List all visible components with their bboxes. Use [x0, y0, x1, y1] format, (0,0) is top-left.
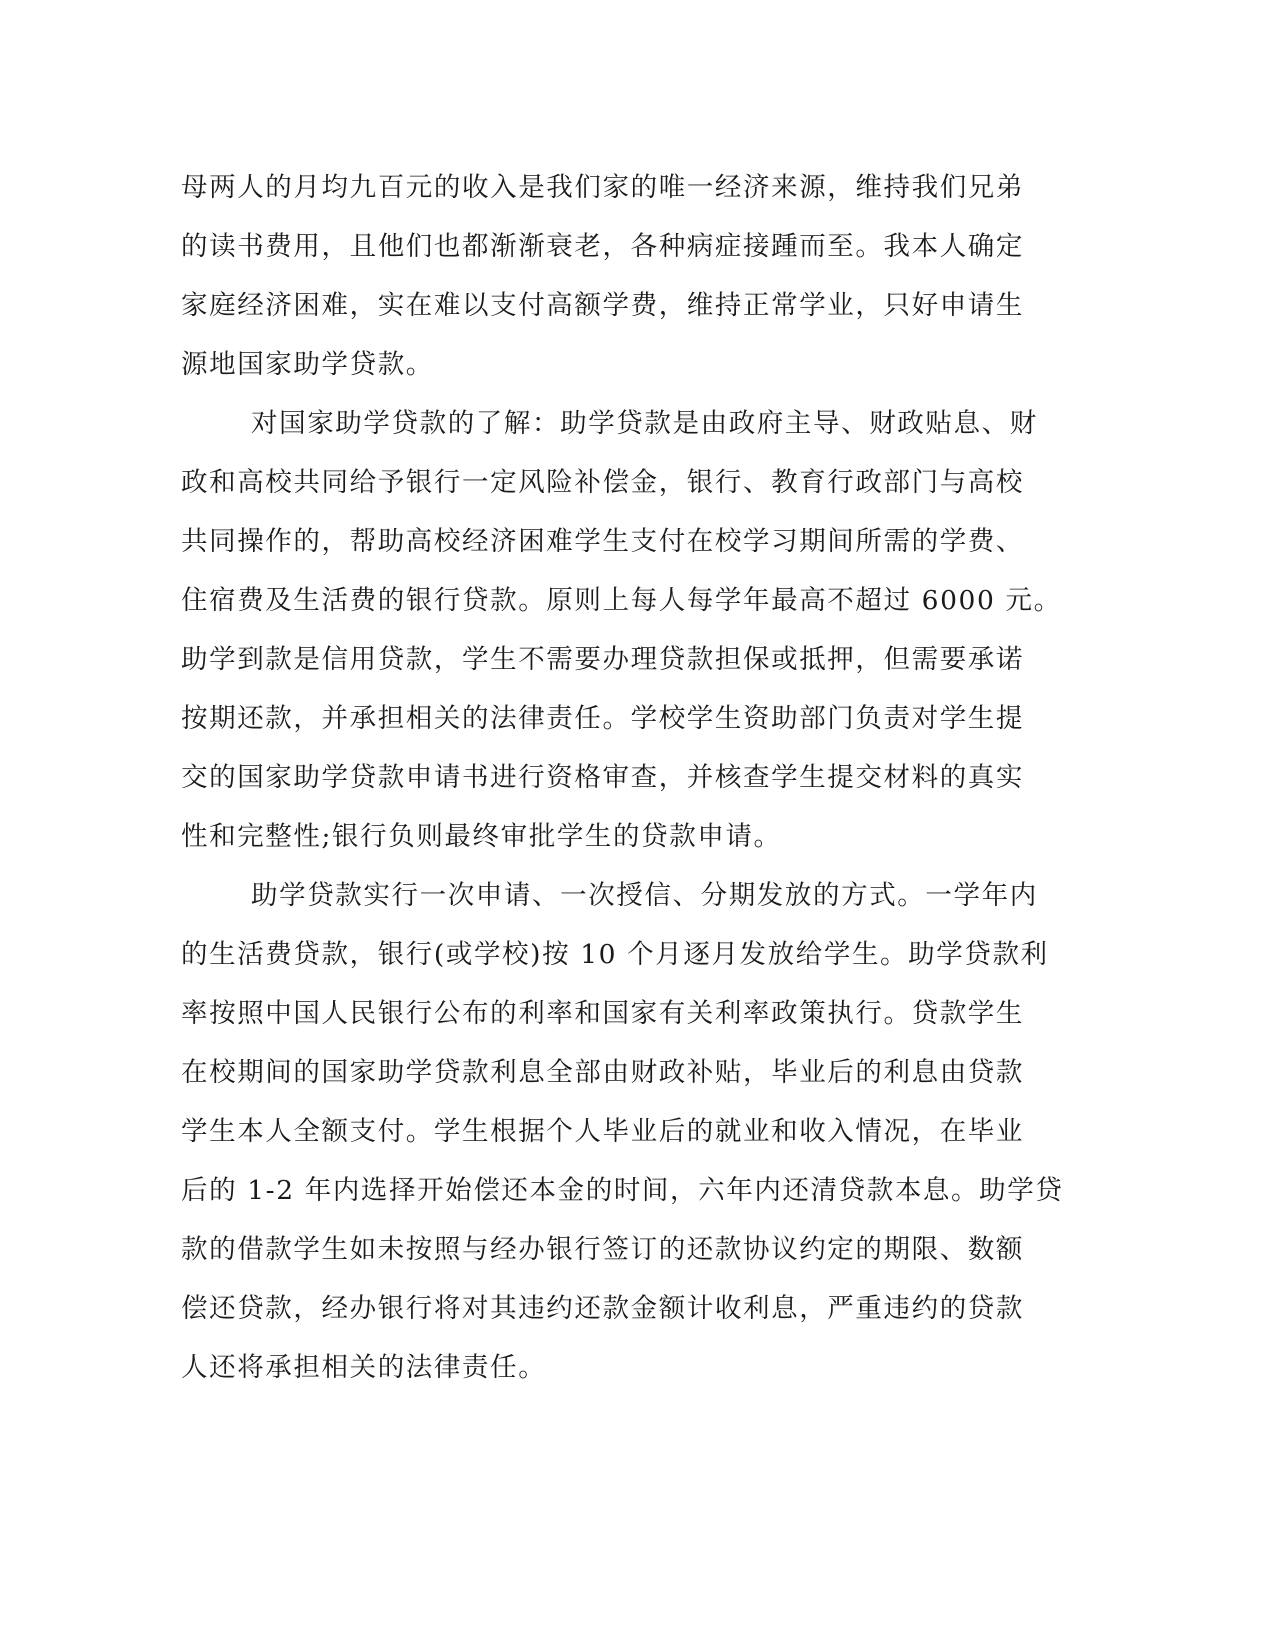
text-line: 源地国家助学贷款。: [181, 349, 434, 380]
text-line: 交的国家助学贷款申请书进行资格审查，并核查学生提交材料的真实: [181, 762, 1024, 793]
text-line: 政和高校共同给予银行一定风险补偿金，银行、教育行政部门与高校: [181, 467, 1024, 498]
text-line: 在校期间的国家助学贷款利息全部由财政补贴，毕业后的利息由贷款: [181, 1057, 1024, 1088]
document-body: [181, 158, 1081, 1397]
text-line: 偿还贷款，经办银行将对其违约还款金额计收利息，严重违约的贷款: [181, 1293, 1024, 1324]
text-line: 率按照中国人民银行公布的利率和国家有关利率政策执行。贷款学生: [181, 998, 1024, 1029]
text-line: 按期还款，并承担相关的法律责任。学校学生资助部门负责对学生提: [181, 703, 1024, 734]
text-line: 母两人的月均九百元的收入是我们家的唯一经济来源，维持我们兄弟: [181, 172, 1024, 203]
text-line: 共同操作的，帮助高校经济困难学生支付在校学习期间所需的学费、: [181, 526, 1024, 557]
text-line: 性和完整性;银行负则最终审批学生的贷款申请。: [181, 821, 782, 852]
text-line: 款的借款学生如未按照与经办银行签订的还款协议约定的期限、数额: [181, 1234, 1024, 1265]
text-line: 人还将承担相关的法律责任。: [181, 1352, 547, 1383]
text-line: 后的 1-2 年内选择开始偿还本金的时间，六年内还清贷款本息。助学贷: [181, 1175, 1064, 1206]
text-line: 助学贷款实行一次申请、一次授信、分期发放的方式。一学年内: [251, 880, 1038, 911]
text-line: 的读书费用，且他们也都渐渐衰老，各种病症接踵而至。我本人确定: [181, 231, 1024, 262]
text-line: 助学到款是信用贷款，学生不需要办理贷款担保或抵押，但需要承诺: [181, 644, 1024, 675]
text-line: 学生本人全额支付。学生根据个人毕业后的就业和收入情况，在毕业: [181, 1116, 1024, 1147]
text-line: 家庭经济困难，实在难以支付高额学费，维持正常学业，只好申请生: [181, 290, 1024, 321]
paragraph-loan-understanding: [181, 394, 1081, 866]
paragraph-loan-terms: [181, 866, 1081, 1397]
text-line: 住宿费及生活费的银行贷款。原则上每人每学年最高不超过 6000 元。: [181, 585, 1062, 616]
text-line: 的生活费贷款，银行(或学校)按 10 个月逐月发放给学生。助学贷款利: [181, 939, 1049, 970]
text-line: 对国家助学贷款的了解：助学贷款是由政府主导、财政贴息、财: [251, 408, 1038, 439]
paragraph-family-income: [181, 158, 1081, 394]
